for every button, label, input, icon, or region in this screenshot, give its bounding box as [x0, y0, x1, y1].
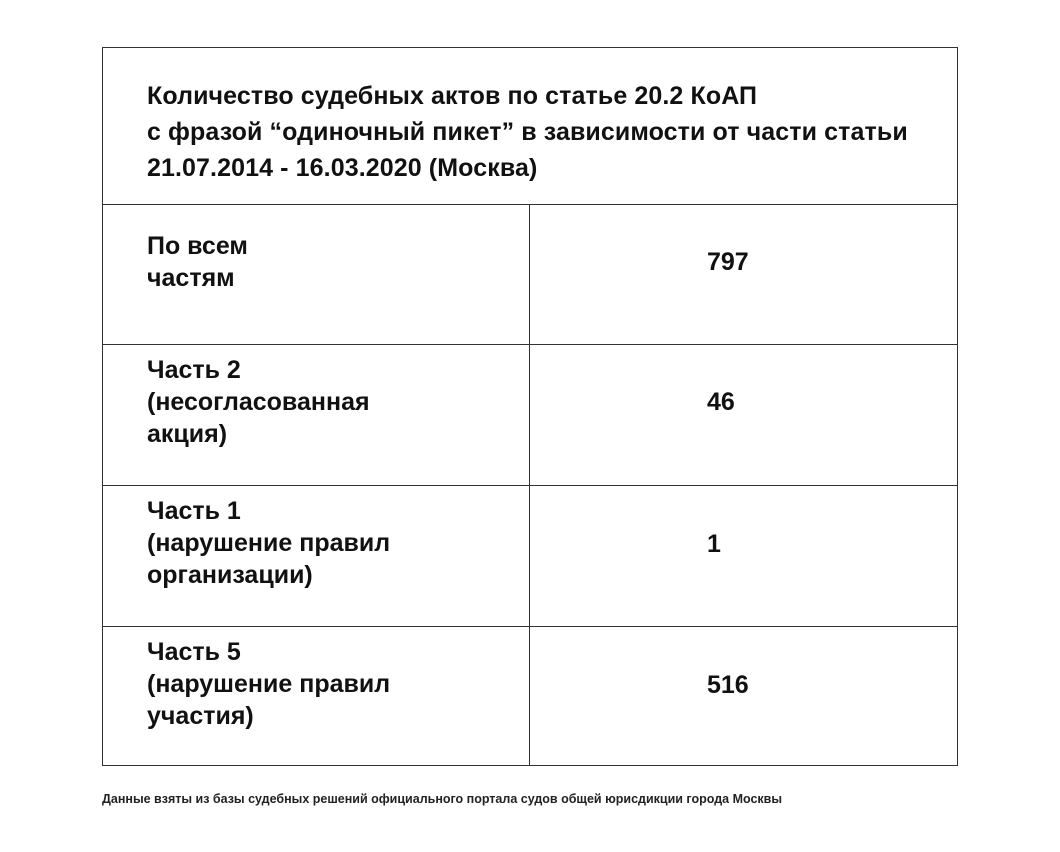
row-value: 797: [707, 248, 749, 276]
row-label-line: Часть 2: [147, 356, 241, 384]
table-row-part-1: [103, 486, 957, 627]
row-value-cell: [530, 345, 957, 485]
row-value: 46: [707, 388, 735, 416]
row-label-line: участия): [147, 702, 254, 730]
table-row-all-parts: [103, 205, 957, 345]
table-title-line-1: Количество судебных актов по статье 20.2 КоАП: [147, 82, 758, 110]
table-row-part-5: [103, 627, 957, 765]
table-row-part-2: [103, 345, 957, 486]
row-label-cell: [103, 486, 530, 626]
row-label-line: Часть 5: [147, 638, 241, 666]
row-value: 516: [707, 671, 749, 699]
row-label-line: частям: [147, 264, 235, 292]
row-label-line: (нарушение правил: [147, 670, 391, 698]
row-label-line: По всем: [147, 232, 248, 260]
table-title-line-2: с фразой “одиночный пикет” в зависимости от части статьи: [147, 118, 908, 146]
table-title-cell: [103, 48, 957, 205]
row-value: 1: [707, 530, 721, 558]
row-value-cell: [530, 486, 957, 626]
row-label-line: (нарушение правил: [147, 529, 391, 557]
table-title-line-3: 21.07.2014 - 16.03.2020 (Москва): [147, 154, 538, 182]
row-label-line: акция): [147, 420, 228, 448]
row-label-line: Часть 1: [147, 497, 241, 525]
row-label-cell: [103, 205, 530, 344]
data-table: [102, 47, 958, 766]
row-value-cell: [530, 627, 957, 765]
row-label-line: (несогласованная: [147, 388, 370, 416]
row-label-cell: [103, 345, 530, 485]
source-footnote: Данные взяты из базы судебных решений официального портала судов общей юрисдикции города Москвы: [102, 792, 783, 806]
row-label-cell: [103, 627, 530, 765]
row-value-cell: [530, 205, 957, 344]
row-label-line: организации): [147, 561, 313, 589]
